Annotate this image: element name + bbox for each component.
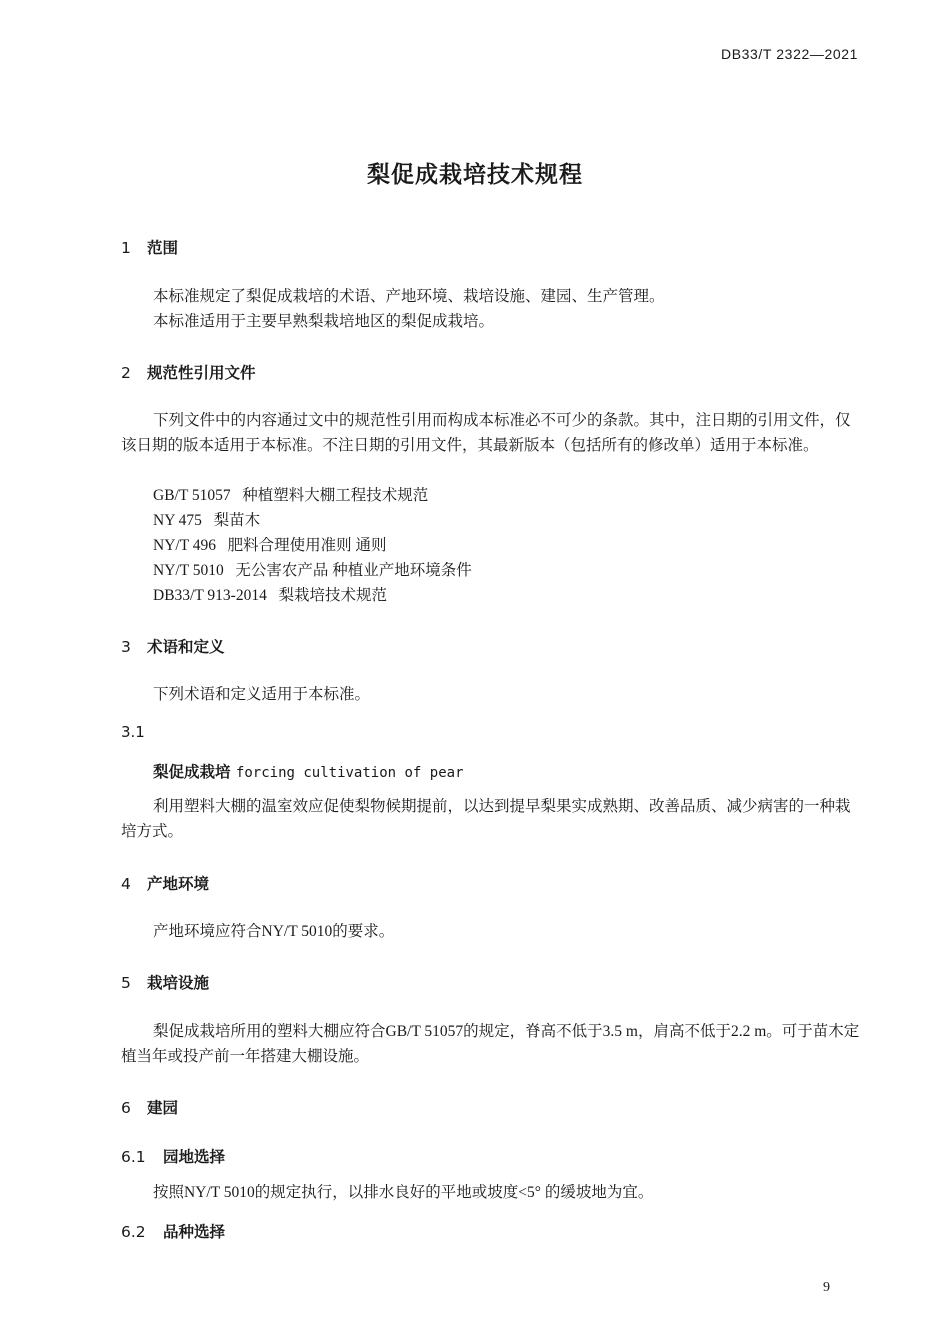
reference-item: [153, 533, 387, 558]
reference-code: NY 475: [153, 512, 202, 529]
paragraph: 产地环境应符合NY/T 5010的要求。: [153, 923, 395, 940]
section-heading-2: [121, 361, 256, 383]
section-number: 1: [121, 239, 131, 257]
section-title: 范围: [147, 239, 179, 257]
reference-name: 种植塑料大棚工程技术规范: [242, 487, 429, 504]
page-number: 9: [823, 1280, 830, 1295]
definition-paragraph: 利用塑料大棚的温室效应促使梨物候期提前，以达到提早梨果实成熟期、改善品质、减少病害的一种栽培方式。: [121, 798, 851, 840]
section-heading-3: [121, 635, 225, 657]
term-heading: [153, 760, 464, 782]
reference-item: [153, 508, 260, 533]
reference-item: [153, 558, 472, 583]
reference-name: 梨苗木: [213, 512, 261, 529]
subsection-number: 6.1: [121, 1148, 146, 1166]
section-heading-5: [121, 971, 209, 993]
paragraph: 本标准规定了梨促成栽培的术语、产地环境、栽培设施、建园、生产管理。: [153, 288, 665, 305]
subsection-heading-6-1: [121, 1145, 225, 1167]
section-title: 栽培设施: [147, 974, 210, 992]
paragraph: 按照NY/T 5010的规定执行，以排水良好的平地或坡度<5° 的缓坡地为宜。: [153, 1184, 654, 1201]
reference-name: 梨栽培技术规范: [278, 587, 387, 604]
paragraph: 下列术语和定义适用于本标准。: [153, 686, 371, 703]
section-number: 5: [121, 974, 131, 992]
reference-name: 肥料合理使用准则 通则: [227, 537, 387, 554]
reference-code: DB33/T 913-2014: [153, 587, 267, 604]
section-heading-6: [121, 1096, 178, 1118]
subsection-title: 园地选择: [163, 1148, 226, 1166]
reference-code: GB/T 51057: [153, 487, 231, 504]
page-title: 梨促成栽培技术规程: [367, 162, 583, 188]
paragraph: 本标准适用于主要早熟梨栽培地区的梨促成栽培。: [153, 313, 495, 330]
paragraph: 下列文件中的内容通过文中的规范性引用而构成本标准必不可少的条款。其中，注日期的引用文件，仅该日期的版本适用于本标准。不注日期的引用文件，其最新版本（包括所有的修改单）适用于本标准。: [121, 412, 851, 454]
section-title: 建园: [147, 1099, 179, 1117]
section-heading-4: [121, 872, 209, 894]
paragraph: 梨促成栽培所用的塑料大棚应符合GB/T 51057的规定，脊高不低于3.5 m，肩高不低于2.2 m。可于苗木定植当年或投产前一年搭建大棚设施。: [121, 1023, 860, 1065]
subsection-title: 品种选择: [163, 1223, 226, 1241]
section-number: 6: [121, 1099, 131, 1117]
section-title: 产地环境: [147, 875, 210, 893]
term-english: forcing cultivation of pear: [235, 765, 464, 781]
reference-item: [153, 483, 428, 508]
reference-name: 无公害农产品 种植业产地环境条件: [235, 562, 472, 579]
reference-item: [153, 583, 387, 608]
reference-code: NY/T 5010: [153, 562, 224, 579]
term-chinese: 梨促成栽培: [153, 763, 231, 781]
document-code: DB33/T 2322—2021: [721, 46, 858, 62]
reference-code: NY/T 496: [153, 537, 217, 554]
section-number: 3: [121, 638, 131, 656]
section-number: 4: [121, 875, 131, 893]
subsection-number: 6.2: [121, 1223, 146, 1241]
term-number: 3.1: [121, 723, 145, 741]
subsection-heading-6-2: [121, 1220, 225, 1242]
section-title: 术语和定义: [147, 638, 225, 656]
section-number: 2: [121, 364, 131, 382]
section-title: 规范性引用文件: [147, 364, 256, 382]
section-heading-1: [121, 236, 178, 258]
